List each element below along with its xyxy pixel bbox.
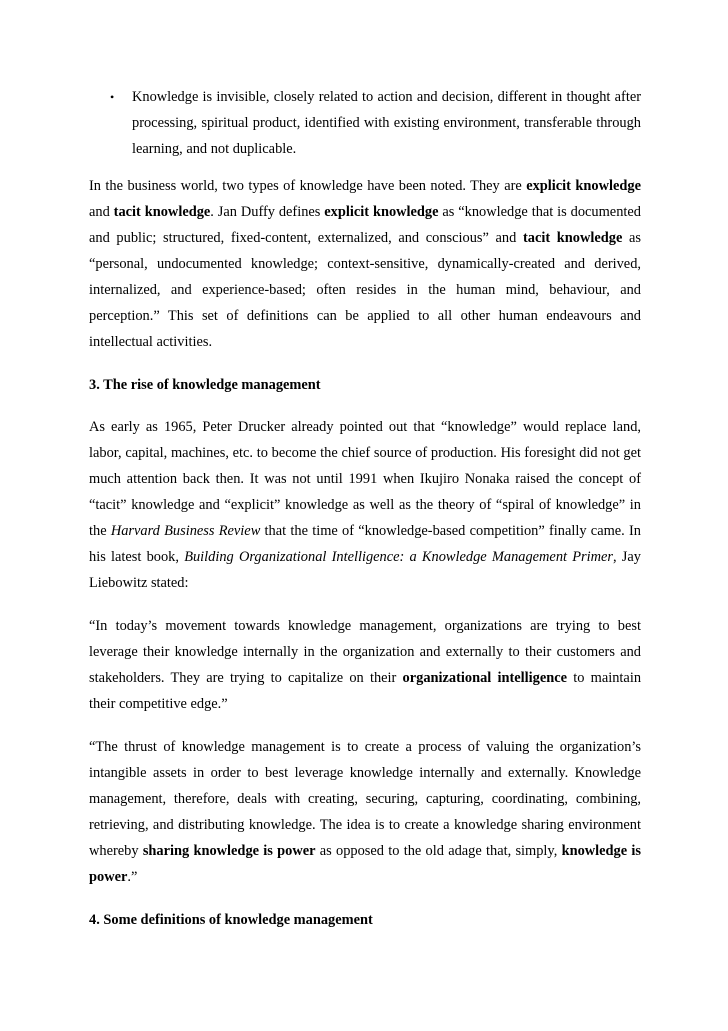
- text-run: , Jay Liebowitz stated:: [89, 549, 641, 591]
- paragraph-drucker: [89, 414, 641, 596]
- text-run: . Jan Duffy defines: [210, 204, 325, 220]
- bullet-item: [89, 84, 641, 162]
- italic-book-title: Building Organizational Intelligence: a Knowledge Management Primer: [184, 549, 613, 565]
- bold-sharing-knowledge-is-power: sharing knowledge is power: [142, 843, 316, 859]
- paragraph-knowledge-types: [89, 173, 641, 355]
- bold-tacit-knowledge: tacit knowledge: [522, 230, 623, 246]
- quote-paragraph-1: [89, 613, 641, 717]
- text-run: and: [89, 204, 114, 220]
- bold-tacit-knowledge: tacit knowledge: [113, 204, 211, 220]
- document-page: [89, 84, 641, 949]
- text-run: that the time of “knowledge-based competition” finally came. In his latest book,: [89, 523, 641, 565]
- bold-explicit-knowledge: explicit knowledge: [324, 204, 439, 220]
- text-run: as opposed to the old adage that, simply,: [315, 843, 562, 859]
- text-run: As early as 1965, Peter Drucker already pointed out that “knowledge” would replace land, labor, capital, machines, etc. to become the chief source of production. His foresight did not get much attention back then. It was not until 1991 when Ikujiro Nonaka raised the concept of “tacit” knowledge and “explicit” knowledge as well as the theory of “spiral of knowledge” in the: [89, 419, 641, 539]
- text-run: .”: [127, 869, 138, 885]
- text-run: as “personal, undocumented knowledge; context-sensitive, dynamically-created and derived, internalized, and experience-based; often resides in the human mind, behaviour, and perception.” This set of definitions can be applied to all other human endeavours and intellectual activities.: [89, 230, 641, 350]
- text-run: “In today’s movement towards knowledge management, organizations are trying to best leverage their knowledge internally in the organization and externally to their customers and stakeholders. They are trying to capitalize on their: [89, 618, 641, 686]
- text-run: In the business world, two types of knowledge have been noted. They are: [89, 178, 527, 194]
- quote-paragraph-2: [89, 734, 641, 890]
- bold-explicit-knowledge: explicit knowledge: [526, 178, 641, 194]
- text-run: as “knowledge that is documented and public; structured, fixed-content, externalized, and conscious” and: [89, 204, 641, 246]
- bullet-text: Knowledge is invisible, closely related to action and decision, different in thought after processing, spiritual product, identified with existing environment, transferable through learning, and not duplicable.: [132, 89, 641, 157]
- italic-harvard-business-review: Harvard Business Review: [110, 523, 261, 539]
- bullet-marker: •: [110, 90, 115, 104]
- section-heading-3: 3. The rise of knowledge management: [89, 377, 321, 393]
- section-heading-4: 4. Some definitions of knowledge management: [89, 912, 373, 928]
- text-run: “The thrust of knowledge management is to create a process of valuing the organization’s intangible assets in order to best leverage knowledge internally and externally. Knowledge management, therefore, deals with creating, securing, capturing, coordinating, combining, retrieving, and distributing knowledge. The idea is to create a knowledge sharing environment whereby: [89, 739, 641, 859]
- bold-knowledge-is-power: knowledge is power: [89, 843, 641, 885]
- bold-organizational-intelligence: organizational intelligence: [402, 670, 568, 686]
- text-run: to maintain their competitive edge.”: [89, 670, 642, 712]
